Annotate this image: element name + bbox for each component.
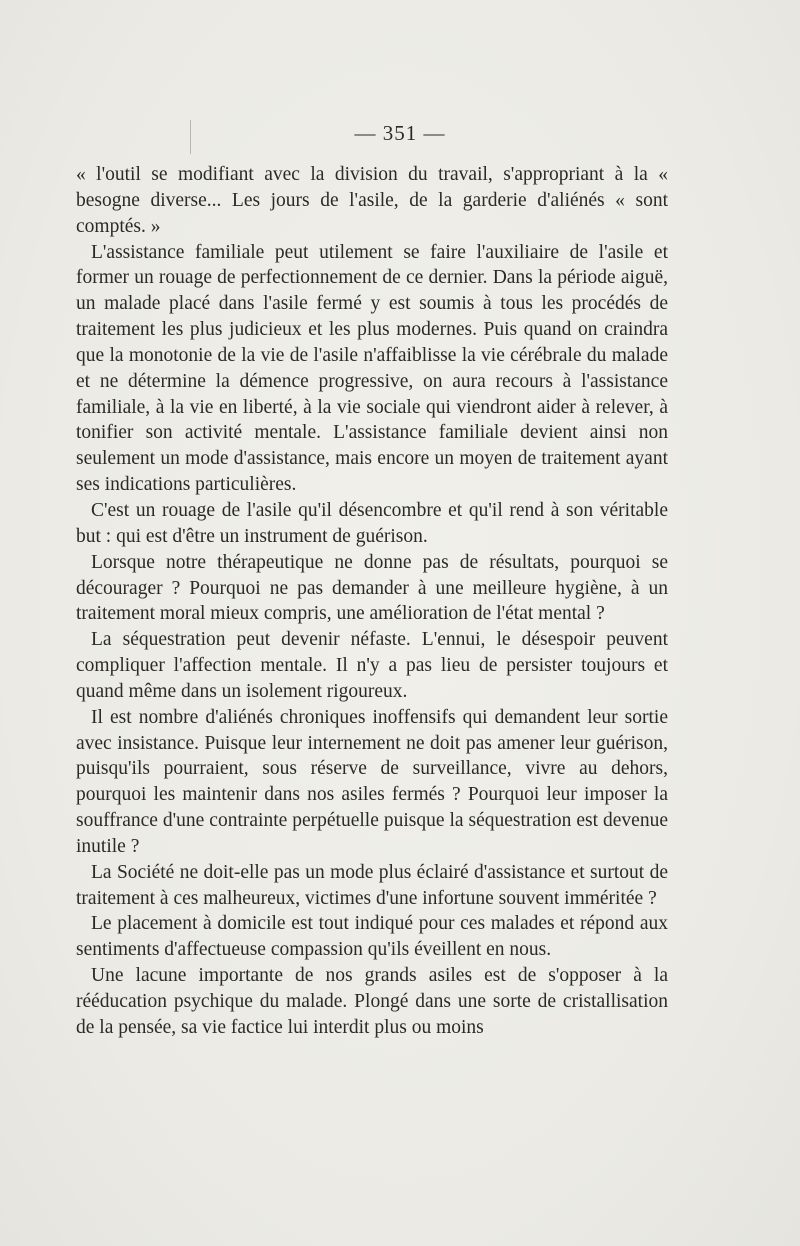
paragraph-9: Une lacune importante de nos grands asiles est de s'opposer à la rééducation psychique du malade. Plongé dans une sorte de cristallisation de la pensée, sa vie factice lui interdit plus ou moins: [76, 965, 668, 1038]
paragraph-8: Le placement à domicile est tout indiqué pour ces malades et répond aux sentiments d'affectueuse compassion qu'ils éveillent en nous.: [76, 913, 668, 961]
paragraph-6: Il est nombre d'aliénés chroniques inoffensifs qui demandent leur sortie avec insistance. Puisque leur internement ne doit pas amener leur guérison, puisqu'ils pourraient, sous réserve de surveillance, vivre au dehors, pourquoi les maintenir dans nos asiles fermés ? Pourquoi leur imposer la souffrance d'une contrainte perpétuelle puisque la séquestration est devenue inutile ?: [76, 706, 668, 857]
body-text: [76, 162, 668, 1041]
paragraph-1: « l'outil se modifiant avec la division du travail, s'appropriant à la « besogne diverse... Les jours de l'asile, de la garderie d'aliénés « sont comptés. »: [76, 164, 668, 237]
paragraph-3: C'est un rouage de l'asile qu'il désencombre et qu'il rend à son véritable but : qui est d'être un instrument de guérison.: [76, 499, 668, 547]
paragraph-7: La Société ne doit-elle pas un mode plus éclairé d'assistance et surtout de traitement à ces malheureux, victimes d'une infortune souvent imméritée ?: [76, 861, 668, 909]
paragraph-5: La séquestration peut devenir néfaste. L'ennui, le désespoir peuvent compliquer l'affection mentale. Il n'y a pas lieu de persister toujours et quand même dans un isolement rigoureux.: [76, 629, 668, 702]
paragraph-2: L'assistance familiale peut utilement se faire l'auxiliaire de l'asile et former un rouage de perfectionnement de ce dernier. Dans la période aiguë, un malade placé dans l'asile fermé y est soumis à tous les procédés de traitement les plus judicieux et les plus modernes. Puis quand on craindra que la monotonie de la vie de l'asile n'affaiblisse la vie cérébrale du malade et ne détermine la démence progressive, on aura recours à l'assistance familiale, à la vie en liberté, à la vie sociale qui viendront aider à relever, à tonifier son activité mentale. L'assistance familiale devient ainsi non seulement un mode d'assistance, mais encore un moyen de traitement ayant ses indications particulières.: [76, 241, 668, 496]
paragraph-4: Lorsque notre thérapeutique ne donne pas de résultats, pourquoi se décourager ? Pourquoi ne pas demander à une meilleure hygiène, à un traitement moral mieux compris, une amélioration de l'état mental ?: [76, 551, 668, 625]
page-number: — 351 —: [354, 121, 446, 145]
